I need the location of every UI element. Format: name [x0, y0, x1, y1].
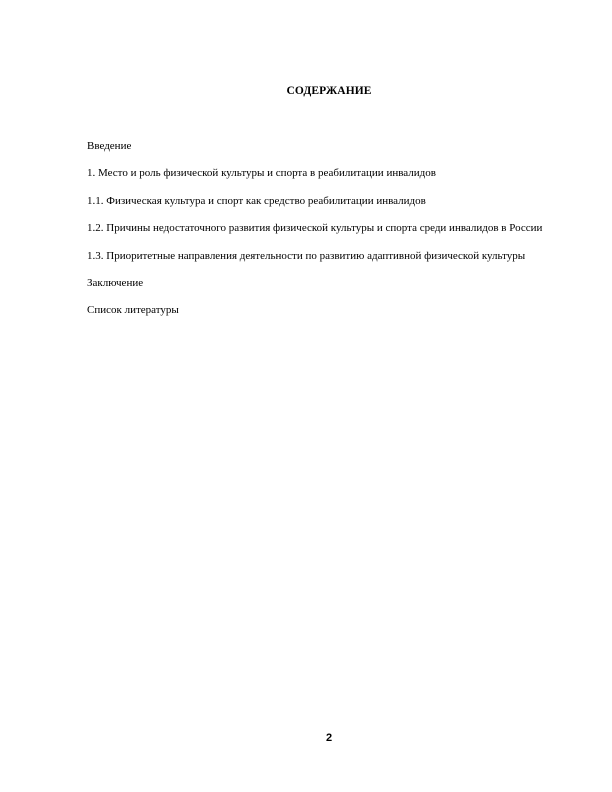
page-number: 2	[325, 732, 333, 744]
table-of-contents	[87, 140, 557, 332]
toc-entry-references: Список литературы	[87, 304, 179, 317]
toc-entry-introduction: Введение	[87, 140, 132, 152]
page-title: СОДЕРЖАНИЕ	[286, 85, 372, 97]
toc-entry-section-1-1: 1.1. Физическая культура и спорт как средство реабилитации инвалидов	[87, 194, 426, 207]
toc-entry-section-1-2: 1.2. Причины недостаточного развития физической культуры и спорта среди инвалидов в России	[87, 222, 543, 235]
toc-entry-chapter-1: 1. Место и роль физической культуры и спорта в реабилитации инвалидов	[87, 167, 436, 180]
toc-entry-conclusion: Заключение	[87, 276, 144, 289]
toc-entry-section-1-3: 1.3. Приоритетные направления деятельности по развитию адаптивной физической культуры	[87, 249, 526, 262]
